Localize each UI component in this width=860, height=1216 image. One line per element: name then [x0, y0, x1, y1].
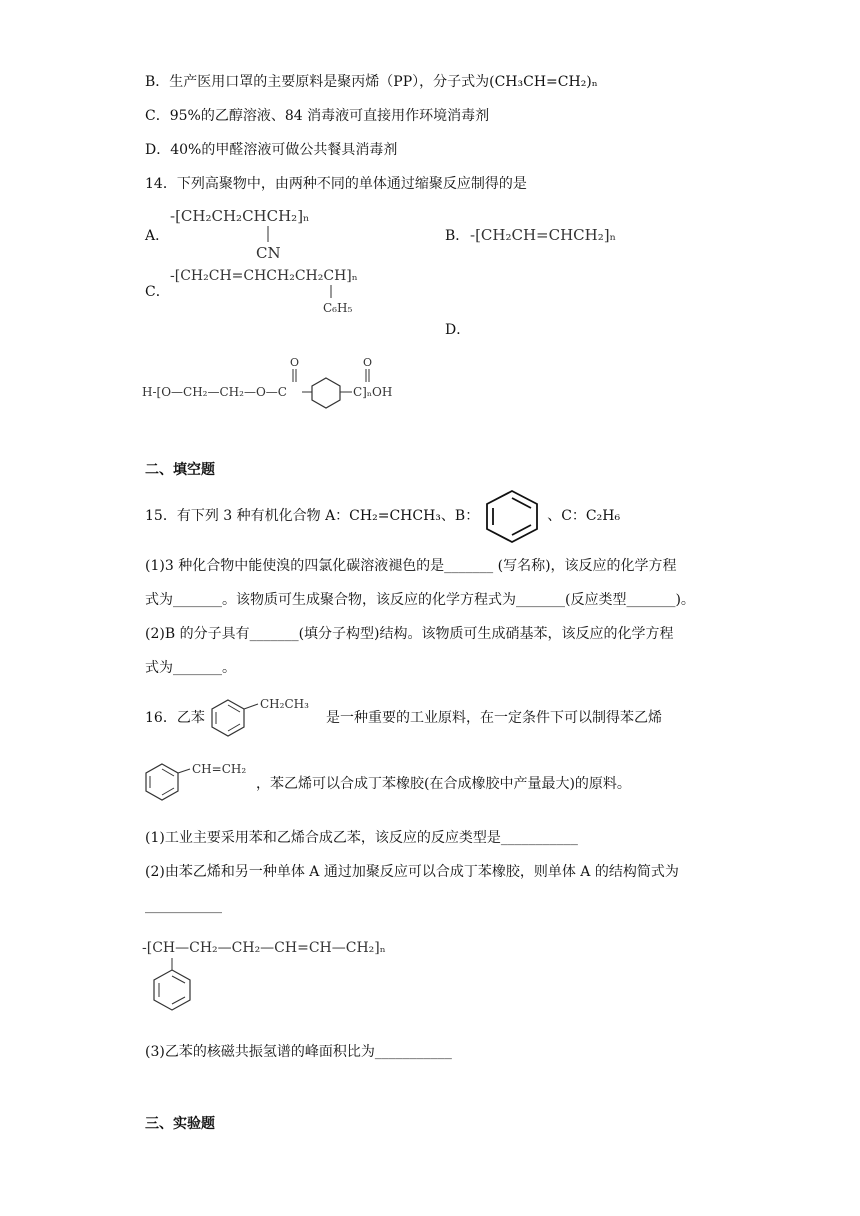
q13-option-b: B．生产医用口罩的主要原料是聚丙烯（PP），分子式为(CH₃CH=CH₂)ₙ: [145, 74, 598, 90]
q14-option-d-structure: [140, 352, 420, 412]
q14-c-formula: -[CH₂CH=CHCH₂CH₂CH]ₙ: [170, 268, 358, 284]
ethyl-group-label: CH₂CH₃: [260, 697, 309, 711]
q15-stem-post: 、C：C₂H₆: [547, 508, 621, 524]
q14-d-carbonyl-o1: O: [290, 356, 300, 369]
q16-part3: (3)乙苯的核磁共振氢谱的峰面积比为___________: [145, 1044, 452, 1060]
q15-stem-pre: 15．有下列 3 种有机化合物 A：CH₂=CHCH₃、B：: [145, 508, 480, 524]
q14-stem: 14．下列高聚物中，由两种不同的单体通过缩聚反应制得的是: [145, 176, 527, 192]
q14-c-substituent: C₆H₅: [323, 301, 353, 315]
benzene-ring-b: [481, 488, 543, 544]
q14-option-c-label: C．: [145, 284, 170, 300]
q16-part2-blank: ___________: [145, 898, 222, 914]
q14-option-b-label: B．: [445, 228, 470, 244]
q14-option-d-label: D．: [445, 322, 471, 338]
q16-line2: ，苯乙烯可以合成丁苯橡胶(在合成橡胶中产量最大)的原料。: [256, 776, 631, 792]
q14-option-c-structure: [168, 262, 378, 318]
styrene-structure: [140, 758, 260, 810]
q16-part1: (1)工业主要采用苯和乙烯合成乙苯，该反应的反应类型是___________: [145, 830, 578, 846]
q16-stem-pre: 16．乙苯: [145, 710, 205, 726]
q15-part2-line2: 式为_______。: [145, 660, 236, 676]
q14-b-formula: -[CH₂CH=CHCH₂]ₙ: [470, 226, 617, 244]
q14-a-substituent: CN: [256, 244, 281, 262]
q14-d-carbonyl-o2: O: [363, 356, 373, 369]
styrene-butadiene-rubber-structure: [140, 930, 420, 1030]
q14-a-formula: -[CH₂CH₂CHCH₂]ₙ: [170, 207, 310, 225]
q14-option-a-label: A．: [145, 228, 170, 244]
polymer-formula: -[CH—CH₂—CH₂—CH=CH—CH₂]ₙ: [142, 940, 386, 956]
q15-part1-line2: 式为_______。该物质可生成聚合物，该反应的化学方程式为_______(反应类型_______)。: [145, 592, 695, 608]
q14-d-formula-left: H-[O—CH₂—CH₂—O—C: [142, 385, 287, 399]
q13-option-c: C．95%的乙醇溶液、84 消毒液可直接用作环境消毒剂: [145, 108, 490, 124]
q15-part2-line1: (2)B 的分子具有_______(填分子构型)结构。该物质可生成硝基苯，该反应的化学方程: [145, 626, 674, 642]
q16-stem-post: 是一种重要的工业原料，在一定条件下可以制得苯乙烯: [326, 710, 662, 726]
q14-option-a-structure: [168, 204, 358, 264]
ethylbenzene-structure: [208, 694, 328, 746]
section-2-title: 二、填空题: [145, 462, 215, 478]
section-3-title: 三、实验题: [145, 1116, 215, 1132]
q14-option-b-structure: [468, 222, 648, 248]
q16-part2: (2)由苯乙烯和另一种单体 A 通过加聚反应可以合成丁苯橡胶，则单体 A 的结构简式为: [145, 864, 679, 880]
vinyl-group-label: CH=CH₂: [192, 762, 247, 776]
q15-part1-line1: (1)3 种化合物中能使溴的四氯化碳溶液褪色的是_______ (写名称)，该反应的化学方程: [145, 558, 677, 574]
q15-stem: [145, 506, 620, 526]
q14-d-formula-right: C]ₙOH: [353, 385, 393, 399]
q13-option-d: D．40%的甲醛溶液可做公共餐具消毒剂: [145, 142, 398, 158]
